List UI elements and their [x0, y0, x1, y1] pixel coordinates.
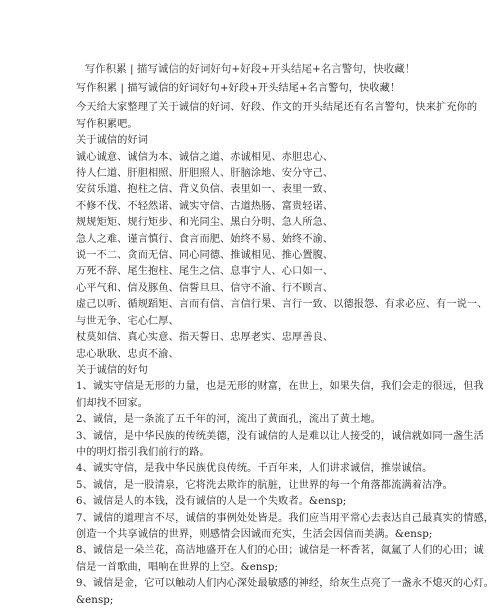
sentence-line: 1、诚实守信是无形的力量，也是无形的财富，在世上，如果失信，我们会走的很远，但我 [76, 381, 484, 393]
paragraph-line: 写作积累吧。 [76, 118, 138, 130]
word-list-line: 与世无争、宅心仁厚、 [76, 315, 179, 327]
word-list-line: 虚己以听、循规蹈矩、言而有信、言信行果、言行一致、以德报怨、有求必应、有一说一、 [76, 299, 488, 311]
paragraph-line: 今天给大家整理了关于诚信的好词、好段、作文的开头结尾还有名言警句，快来扩充你的 [76, 102, 478, 114]
sentence-line: 3、诚信，是中华民族的传统美德，没有诚信的人是难以让人接受的，诚信就如同一盏生活 [76, 430, 484, 442]
document-title: 写作积累 | 描写诚信的好词好句+好段+开头结尾+名言警句，快收藏！ [84, 63, 416, 75]
sentence-line: 8、诚信是一朵兰花，高洁地盛开在人们的心田；诚信是一杯香茗，氤氲了人们的心田；诚 [76, 545, 484, 557]
word-list-line: 安贫乐道、抱柱之信、背义负信、表里如一、表里一致、 [76, 184, 334, 196]
sentence-line: 9、诚信是金，它可以触动人们内心深处最敏感的神经，给灰生点亮了一盏永不熄灭的心灯。 [76, 578, 495, 590]
section-heading: 关于诚信的好句 [76, 364, 149, 376]
word-list-line: 心平气和、信及豚鱼、信誓旦旦、信守不渝、行不顾言、 [76, 282, 334, 294]
section-heading: 关于诚信的好词 [76, 135, 149, 147]
sentence-line: &ensp; [76, 594, 114, 606]
word-list-line: 杖莫如信、真心实意、指天誓日、忠厚老实、忠厚善良、 [76, 332, 334, 344]
article-heading: 写作积累 | 描写诚信的好词好句+好段+开头结尾+名言警句，快收藏！ [76, 83, 401, 94]
word-list-line: 万死不辞、尾生抱柱、尾生之信、息事宁人、心口如一、 [76, 266, 334, 278]
word-list-line: 待人仁道、肝胆相照、肝胆照人、肝脑涂地、安分守己、 [76, 168, 334, 180]
sentence-line: 2、诚信，是一条流了五千年的河，流出了黄面孔，流出了黄土地。 [76, 414, 381, 426]
word-list-line: 诚心诚意、诚信为本、诚信之道、赤诚相见、赤胆忠心、 [76, 151, 334, 163]
word-list-line: 忠心耿耿、忠贞不渝、 [76, 348, 179, 360]
sentence-line: 7、诚信的道理言不尽，诚信的事例处处皆是。我们应当用平常心去表达自己最真实的情感， [76, 512, 495, 524]
sentence-line: 们却找不回家。 [76, 397, 149, 409]
article-body [76, 81, 495, 609]
sentence-line: 中的明灯指引我们前行的路。 [76, 446, 210, 458]
word-list-line: 不修不伐、不轻然诺、诚实守信、古道热肠、富贵轻诺、 [76, 200, 334, 212]
sentence-line: 4、诚实守信，是我中华民族优良传统。千百年来，人们讲求诚信，推崇诚信。 [76, 463, 433, 475]
word-list-line: 急人之难、谨言慎行、食言而肥、始终不易、始终不渝、 [76, 233, 334, 245]
sentence-line: 创造一个共享诚信的世界，则感情会因诚而充实，生活会因信而美满。&ensp; [76, 528, 433, 540]
word-list-line: 说一不二、贪而无信、同心同德、推诚相见、推心置腹、 [76, 250, 334, 262]
sentence-line: 信是一首歌曲，唱响在世界的上空。&ensp; [76, 561, 279, 573]
sentence-line: 6、诚信是人的本钱，没有诚信的人是一个失败者。&ensp; [76, 496, 347, 508]
word-list-line: 规规矩矩、规行矩步、和光同尘、黑白分明、急人所急、 [76, 217, 334, 229]
sentence-line: 5、诚信，是一股清泉，它将洗去欺诈的肮脏，让世界的每一个角落都流满着洁净。 [76, 479, 453, 491]
